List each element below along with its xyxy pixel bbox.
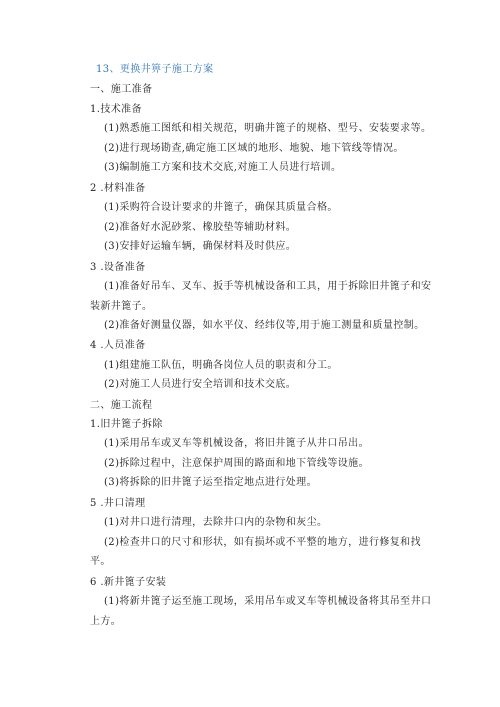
paragraph-line: (1)熟悉施工图纸和相关规范，明确井篦子的规格、型号、安装要求等。 [104, 123, 432, 134]
paragraph-line: (1)采用吊车或叉车等机械设备，将旧井篦子从井口吊出。 [104, 438, 369, 449]
paragraph-line: (3)编制施工方案和技术交底,对施工人员进行培训。 [104, 162, 342, 173]
paragraph-line: (2)准备好水泥砂浆、橡胶垫等辅助材料。 [104, 222, 297, 233]
section-heading: 一、施工准备 [90, 84, 153, 95]
paragraph-line: (1)准备好吊车、叉车、扳手等机械设备和工具，用于拆除旧井篦子和安 [104, 281, 432, 292]
paragraph-line: (3)安排好运输车辆，确保材料及时供应。 [104, 241, 297, 252]
paragraph-line: (2)进行现场勘查,确定施工区域的地形、地貌、地下管线等情况。 [104, 143, 404, 154]
paragraph-line: 装新井篦子。 [90, 301, 153, 312]
paragraph-line: (1)采购符合设计要求的井篦子，确保其质量合格。 [104, 202, 338, 213]
subsection-heading: 2 .材料准备 [90, 183, 146, 194]
section-heading: 二、施工流程 [90, 400, 153, 411]
subsection-heading: 4 .人员准备 [90, 340, 146, 351]
paragraph-line: (2)对施工人员进行安全培训和技术交底。 [104, 379, 297, 390]
subsection-heading: 3 .设备准备 [90, 262, 146, 273]
paragraph-line: (2)拆除过程中，注意保护周围的路面和地下管线等设施。 [104, 458, 369, 469]
subsection-heading: 6 .新井篦子安装 [90, 577, 167, 588]
paragraph-line: (1)对井口进行清理，去除井口内的杂物和灰尘。 [104, 517, 328, 528]
paragraph-line: (3)将拆除的旧井篦子运至指定地点进行处理。 [104, 477, 317, 488]
paragraph-line: 上方。 [90, 616, 122, 627]
paragraph-line: 平。 [90, 556, 111, 567]
document-title: 13、更换井箅子施工方案 [96, 64, 214, 75]
subsection-heading: 1.旧井篦子拆除 [90, 419, 163, 430]
subsection-heading: 1.技术准备 [90, 104, 142, 115]
paragraph-line: (2)准备好测量仪器，如水平仪、经纬仪等,用于施工测量和质量控制。 [104, 320, 425, 331]
paragraph-line: (1)组建施工队伍，明确各岗位人员的职责和分工。 [104, 360, 338, 371]
subsection-heading: 5 .井口清理 [90, 498, 146, 509]
paragraph-line: (1)将新井篦子运至施工现场，采用吊车或叉车等机械设备将其吊至井口 [104, 596, 432, 607]
paragraph-line: (2)检查井口的尺寸和形状，如有损坏或不平整的地方，进行修复和找 [104, 537, 421, 548]
